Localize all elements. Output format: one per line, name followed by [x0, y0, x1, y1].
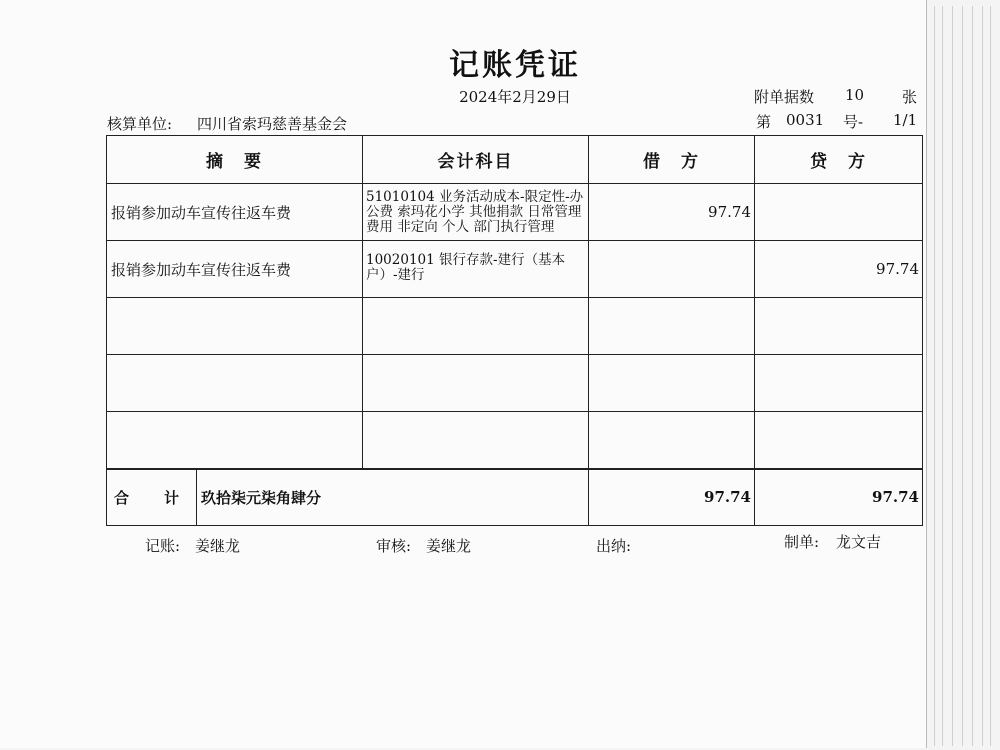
voucher-title: 记账凭证	[449, 48, 581, 83]
unit-label: 核算单位:	[107, 115, 173, 133]
table-row-empty	[107, 355, 923, 412]
unit-name: 四川省索玛慈善基金会	[197, 115, 348, 133]
preparer-label: 制单:	[784, 533, 820, 551]
header-credit: 贷 方	[755, 136, 923, 184]
attachments-count: 10	[845, 86, 865, 104]
attachments-unit: 张	[902, 88, 918, 106]
voucher-table	[106, 135, 923, 526]
bookkeeper-label: 记账:	[145, 537, 181, 555]
table-row-empty	[107, 412, 923, 469]
total-debit: 97.74	[589, 469, 755, 526]
table-row	[107, 241, 923, 298]
page-indicator: 1/1	[893, 111, 918, 129]
auditor-label: 审核:	[376, 537, 412, 555]
total-label: 合 计	[107, 469, 197, 526]
bookkeeper-name: 姜继龙	[195, 537, 241, 555]
attachments-label: 附单据数	[754, 88, 815, 106]
row-summary: 报销参加动车宣传往返车费	[107, 184, 363, 241]
row-subject: 10020101 银行存款-建行（基本户）-建行	[363, 241, 589, 298]
voucher-number: 0031	[786, 111, 825, 129]
total-credit: 97.74	[755, 469, 923, 526]
header-summary: 摘 要	[107, 136, 363, 184]
number-suffix: 号-	[843, 113, 864, 131]
cashier-label: 出纳:	[596, 537, 632, 555]
preparer-name: 龙文吉	[836, 533, 882, 551]
header-subject: 会计科目	[363, 136, 589, 184]
row-subject: 51010104 业务活动成本-限定性-办公费 索玛花小学 其他捐款 日常管理费用 非定向 个人 部门执行管理	[363, 184, 589, 241]
row-credit	[755, 184, 923, 241]
row-credit: 97.74	[755, 241, 923, 298]
row-debit: 97.74	[589, 184, 755, 241]
row-debit	[589, 241, 755, 298]
header-debit: 借 方	[589, 136, 755, 184]
total-text: 玖拾柒元柒角肆分	[197, 469, 589, 526]
total-row	[107, 469, 923, 526]
auditor-name: 姜继龙	[426, 537, 472, 555]
row-summary: 报销参加动车宣传往返车费	[107, 241, 363, 298]
table-row-empty	[107, 298, 923, 355]
number-prefix: 第	[756, 113, 772, 131]
voucher-date: 2024年2月29日	[459, 88, 571, 106]
table-row	[107, 184, 923, 241]
